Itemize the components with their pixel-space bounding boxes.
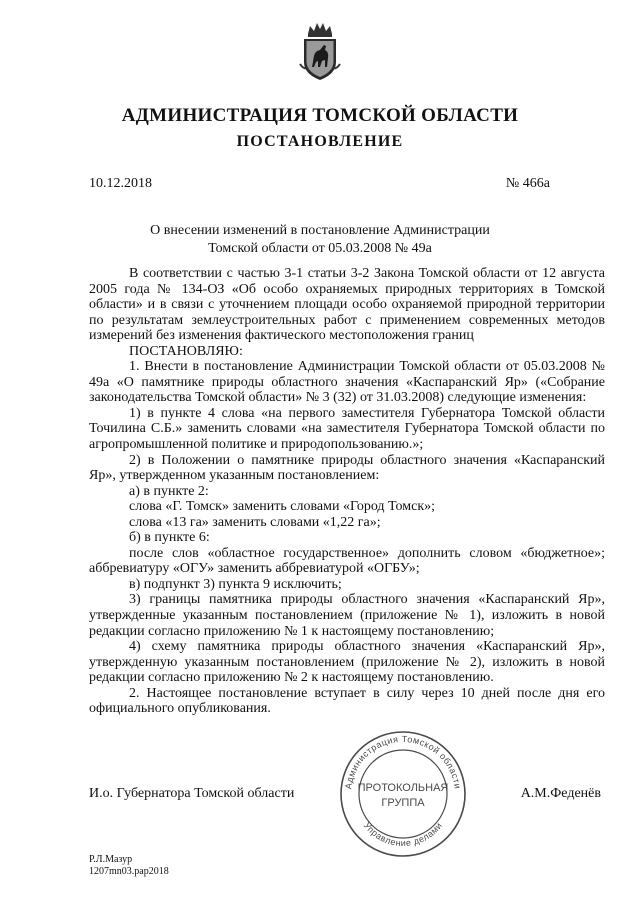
body-paragraph: слова «Г. Томск» заменить словами «Город Томск»; [129, 499, 436, 515]
stamp-ring-bottom-text: Управление делами [361, 820, 445, 849]
file-reference: 1207mn03.рар2018 [89, 866, 169, 877]
body-paragraph: 2. Настоящее постановление вступает в силу через 10 дней после дня его официального опубликования. [89, 685, 605, 717]
resolution-keyword: ПОСТАНОВЛЯЮ: [129, 343, 243, 359]
body-paragraph: а) в пункте 2: [129, 483, 209, 499]
document-date: 10.12.2018 [89, 176, 152, 191]
document-type-heading: ПОСТАНОВЛЕНИЕ [236, 133, 404, 150]
executor-name: Р.Л.Мазур [89, 854, 133, 865]
stamp-center-text: ГРУППА [381, 797, 425, 809]
document-number: № 466а [505, 176, 550, 191]
body-paragraph: 4) схему памятника природы областного значения «Каспаранский Яр», утвержденную указанным постановлением (приложение № 2), изложить в новой редакции согласно приложению № 2 к настоящему постановлению. [89, 639, 605, 686]
body-paragraph: В соответствии с частью 3-1 статьи 3-2 Закона Томской области от 12 августа 2005 года № 134-ОЗ «Об особо охраняемых природных территориях в Томской области» и в связи с уточнением площади особо охраняемой природной территории по результатам землеустроительных работ с применением современных методов измерений без изменения фактического местоположения границ [89, 266, 605, 344]
document-subject [150, 222, 490, 258]
subject-line: О внесении изменений в постановление Администрации [150, 223, 490, 238]
body-paragraph: 3) границы памятника природы областного значения «Каспаранский Яр», утвержденные указанным постановлением (приложение № 1), изложить в новой редакции согласно приложению № 1 к настоящему постановлению; [89, 592, 605, 639]
body-paragraph: после слов «областное государственное» дополнить словом «бюджетное»; аббревиатуру «ОГУ» заменить аббревиатурой «ОГБУ»; [89, 545, 605, 577]
subject-line: Томской области от 05.03.2008 № 49а [208, 241, 432, 256]
body-paragraph: 1) в пункте 4 слова «на первого заместителя Губернатора Томской области Точилина С.Б.» заменить словами «на заместителя Губернатора Томской области по агропромышленной политике и природопользованию.»; [89, 405, 605, 453]
document-body [89, 266, 605, 717]
body-paragraph: 1. Внести в постановление Администрации Томской области от 05.03.2008 № 49а «О памятнике природы областного значения «Каспаранский Яр» («Собрание законодательства Томской области» № 3 (32) от 31.03.2008) следующие изменения: [89, 359, 605, 406]
stamp-ring-top-text: Администрация Томской области [343, 733, 463, 790]
body-paragraph: 2) в Положении о памятнике природы областного значения «Каспаранский Яр», утвержденном указанным постановлением: [89, 452, 605, 484]
stamp-center-text: ПРОТОКОЛЬНАЯ [357, 782, 449, 794]
organization-title: АДМИНИСТРАЦИЯ ТОМСКОЙ ОБЛАСТИ [121, 105, 519, 126]
signatory-name: А.М.Феденёв [520, 786, 601, 801]
official-stamp [337, 728, 469, 860]
tomsk-coat-of-arms-icon [296, 20, 344, 84]
svg-text:Управление делами [362, 820, 444, 848]
body-paragraph: б) в пункте 6: [129, 530, 210, 546]
body-paragraph: слова «13 га» заменить словами «1,22 га»; [129, 514, 381, 530]
signatory-position: И.о. Губернатора Томской области [89, 786, 295, 801]
body-paragraph: в) подпункт 3) пункта 9 исключить; [129, 576, 342, 592]
executor-block [89, 854, 169, 878]
